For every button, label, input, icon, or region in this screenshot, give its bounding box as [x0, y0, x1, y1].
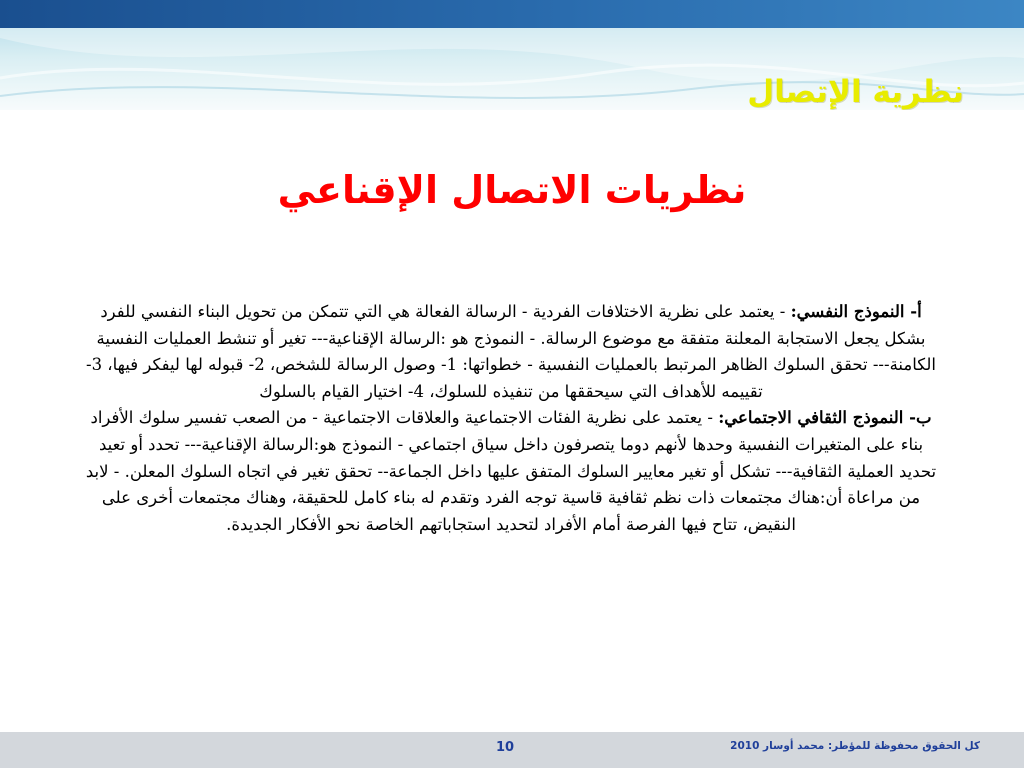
top-bar	[0, 0, 1024, 28]
footer	[0, 732, 1024, 768]
paragraph-a-lead: أ- النموذج النفسي:	[790, 302, 922, 321]
paragraph-a-text: - يعتمد على نظرية الاختلافات الفردية - الرسالة الفعالة هي التي تتمكن من تحويل البناء النفسي للفرد بشكل يجعل الاستجابة المعلنة متفقة مع موضوع الرسالة. - النموذج هو :الرسالة الإقناعية--- تغير أو تنشط العمليات النفسية الكامنة--- تحقق السلوك الظاهر المرتبط بالعمليات النفسية - خطواتها: 1- وصول الرسالة للشخص، 2- قبوله لها ليفكر فيها، 3- تقييمه للأهداف التي سيحققها من تنفيذه للسلوك، 4- اختيار القيام بالسلوك	[85, 302, 936, 401]
paragraph-b-text: - يعتمد على نظرية الفئات الاجتماعية والعلاقات الاجتماعية - من الصعب تفسير سلوك الأفراد بناء على المتغيرات النفسية وحدها لأنهم دوما يتصرفون داخل سياق اجتماعي - النموذج هو:الرسالة الإقناعية--- تحدد أو تعيد تحديد العملية الثقافية--- تشكل أو تغير معايير السلوك المتفق عليها داخل الجماعة-- تحقق تغير في اتجاه السلوك المعلن. - لابد من مراعاة أن:هناك مجتمعات ذات نظم ثقافية قاسية توجه الفرد وتقدم له بناء كامل للحقيقة، وهناك مجتمعات أخرى على النقيض، تتاح فيها الفرصة أمام الأفراد لتحديد استجاباتهم الخاصة نحو الأفكار الجديدة.	[85, 408, 937, 534]
header-band	[0, 28, 1024, 110]
slide-title: نظريات الاتصال الإقناعي	[277, 168, 747, 212]
page-number: 10	[495, 740, 515, 755]
body-text	[82, 299, 940, 538]
paragraph-sociocultural-model	[82, 405, 940, 538]
header-title: نظرية الإتصال	[747, 74, 964, 110]
paragraph-psychological-model	[82, 299, 940, 405]
copyright-text: كل الحقوق محفوظة للمؤطر: محمد أوسار 2010	[730, 740, 980, 752]
paragraph-b-lead: ب- النموذج الثقافي الاجتماعي:	[718, 408, 932, 428]
